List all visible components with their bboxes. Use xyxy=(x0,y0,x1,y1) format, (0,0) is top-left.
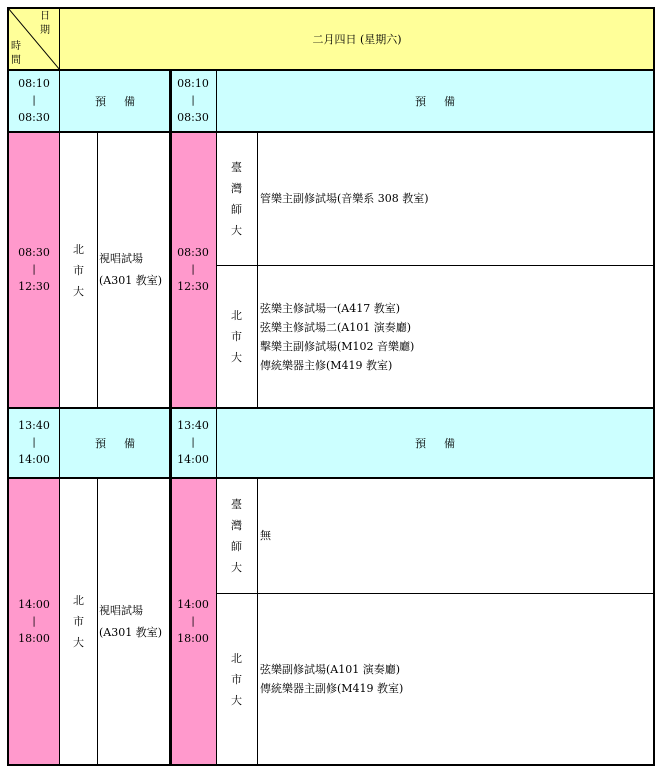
school-char: 北 xyxy=(73,242,84,256)
block1-time xyxy=(8,132,60,408)
time-separator: | xyxy=(191,264,195,275)
school-char: 灣 xyxy=(231,518,242,532)
school-char: 大 xyxy=(73,636,84,649)
exam-room: 視唱試場 xyxy=(99,603,143,617)
prep2-right xyxy=(216,408,654,478)
exam-room-location: (A301 教室) xyxy=(99,625,163,639)
time-separator: | xyxy=(32,264,36,275)
school-char: 灣 xyxy=(231,181,242,195)
exam-item: 無 xyxy=(260,529,271,542)
time-start: 14:00 xyxy=(177,597,209,611)
col-school-left-b xyxy=(97,478,98,765)
prep2-time-right xyxy=(170,408,216,478)
prep2-time xyxy=(8,408,60,478)
school-char: 市 xyxy=(231,330,242,343)
school-char: 市 xyxy=(73,263,84,277)
block2-time-right xyxy=(170,478,216,765)
prep1-time-right xyxy=(170,70,216,132)
time-start: 08:30 xyxy=(177,246,209,259)
block2-left-school xyxy=(60,478,97,765)
time-start: 14:00 xyxy=(18,597,50,611)
block1-left-school xyxy=(60,132,97,408)
school-char: 臺 xyxy=(231,160,242,174)
col-school-right-b xyxy=(257,478,258,765)
time-start: 08:30 xyxy=(18,246,50,259)
school-char: 大 xyxy=(231,560,242,574)
time-end: 18:00 xyxy=(177,631,209,645)
rule-prep1 xyxy=(7,131,655,133)
school-char: 大 xyxy=(231,693,242,707)
time-separator: | xyxy=(32,95,36,106)
border-left xyxy=(7,7,9,766)
school-char: 北 xyxy=(231,309,242,322)
header-corner xyxy=(8,8,60,70)
corner-time-label: 時間 xyxy=(11,41,21,66)
block2-ntnu-items xyxy=(257,478,654,593)
exam-item: 傳統樂器主修(M419 教室) xyxy=(260,358,393,372)
time-end: 14:00 xyxy=(177,453,209,466)
school-char: 大 xyxy=(231,351,242,364)
block2-ntnu-school xyxy=(216,478,257,593)
time-separator: | xyxy=(32,437,36,448)
block2-utaipei-items xyxy=(257,593,654,765)
exam-item: 弦樂副修試場(A101 演奏廳) xyxy=(260,663,401,676)
border-top xyxy=(7,7,655,9)
school-char: 師 xyxy=(231,202,242,216)
exam-room: 視唱試場 xyxy=(99,252,143,265)
border-bottom xyxy=(7,764,655,766)
col-time xyxy=(59,8,60,765)
block2-time xyxy=(8,478,60,765)
exam-room-location: (A301 教室) xyxy=(99,274,163,287)
rule-block1 xyxy=(7,407,655,409)
school-char: 師 xyxy=(231,539,242,553)
school-char: 大 xyxy=(73,284,84,298)
time-end: 12:30 xyxy=(18,280,50,293)
time-separator: | xyxy=(32,615,36,627)
block1-left-exam xyxy=(97,132,170,408)
block1-utaipei-items xyxy=(257,265,654,408)
block2-utaipei-school xyxy=(216,593,257,765)
time-end: 08:30 xyxy=(18,111,50,124)
prep1-time xyxy=(8,70,60,132)
school-char: 北 xyxy=(73,594,84,607)
time-start: 08:10 xyxy=(18,77,50,90)
time-separator: | xyxy=(191,615,195,627)
exam-item: 弦樂主修試場一(A417 教室) xyxy=(260,301,401,315)
date-header xyxy=(60,8,654,70)
time-separator: | xyxy=(191,95,195,106)
col-school-right-a xyxy=(257,132,258,408)
exam-item: 擊樂主副修試場(M102 音樂廳) xyxy=(260,339,415,353)
block1-utaipei-school xyxy=(216,265,257,408)
col-school-left-a xyxy=(97,132,98,408)
time-end: 12:30 xyxy=(177,280,209,293)
time-end: 08:30 xyxy=(177,111,209,124)
school-char: 市 xyxy=(73,615,84,628)
time-start: 13:40 xyxy=(177,419,209,432)
time-separator: | xyxy=(191,437,195,448)
prep2-left xyxy=(60,408,170,478)
exam-item: 弦樂主修試場二(A101 演奏廳) xyxy=(260,320,412,334)
time-end: 14:00 xyxy=(18,453,50,466)
rule-header xyxy=(7,69,655,71)
prep1-left xyxy=(60,70,170,132)
exam-item: 傳統樂器主副修(M419 教室) xyxy=(260,682,404,695)
school-char: 大 xyxy=(231,223,242,237)
col-time-right xyxy=(216,70,217,765)
date-title: 二月四日 (星期六) xyxy=(312,33,402,46)
border-right xyxy=(653,7,655,766)
col-divider xyxy=(169,70,172,765)
time-end: 18:00 xyxy=(18,631,50,645)
block2-left-exam xyxy=(97,478,170,765)
prep1-right xyxy=(216,70,654,132)
time-start: 08:10 xyxy=(177,77,209,90)
prep-label: 預備 xyxy=(95,95,153,108)
time-start: 13:40 xyxy=(18,419,50,432)
rule-block1-split xyxy=(216,265,654,266)
block1-ntnu-school xyxy=(216,132,257,265)
prep-label: 預備 xyxy=(415,437,473,450)
school-char: 臺 xyxy=(231,497,242,511)
exam-item: 管樂主副修試場(音樂系 308 教室) xyxy=(260,192,429,205)
rule-block2-split xyxy=(216,593,654,594)
prep-label: 預備 xyxy=(95,437,153,450)
block1-ntnu-items xyxy=(257,132,654,265)
school-char: 北 xyxy=(231,651,242,665)
rule-prep2 xyxy=(7,477,655,479)
corner-date-label: 日期 xyxy=(40,11,50,36)
block1-time-right xyxy=(170,132,216,408)
school-char: 市 xyxy=(231,672,242,686)
prep-label: 預備 xyxy=(415,95,473,108)
